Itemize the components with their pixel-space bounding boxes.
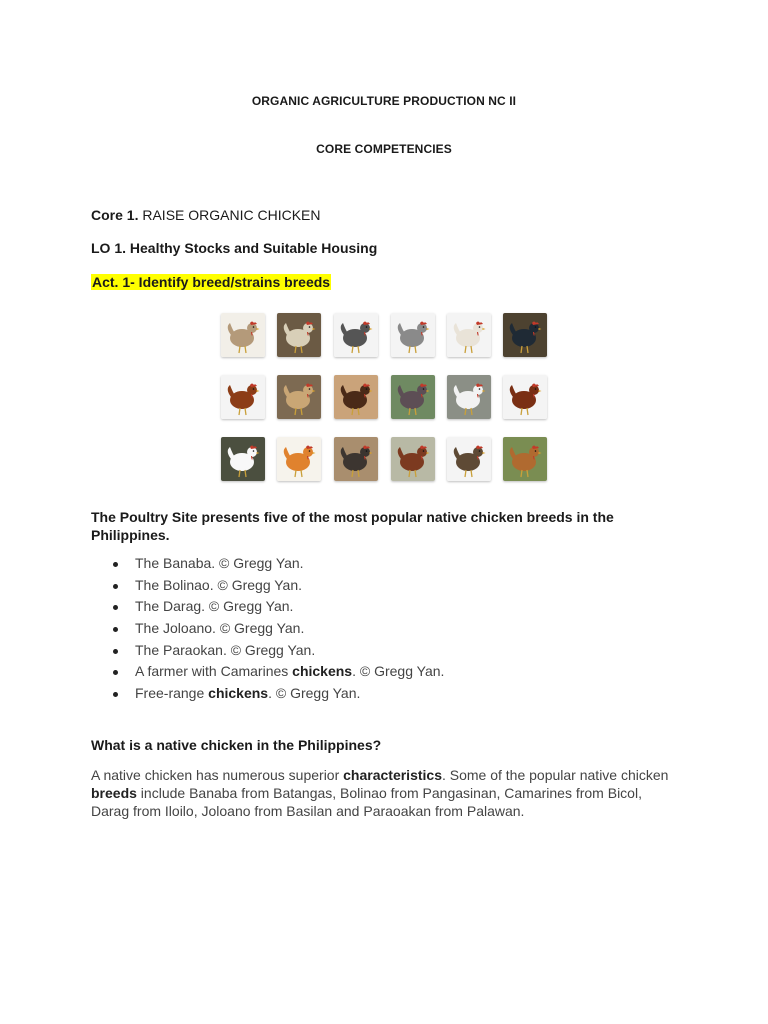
para-bold-breeds: breeds <box>91 785 137 801</box>
para-bold-characteristics: characteristics <box>343 767 442 783</box>
core-prefix: Core 1. <box>91 207 143 223</box>
chicken-photo <box>447 375 491 419</box>
native-chicken-paragraph <box>91 766 671 820</box>
document-title: ORGANIC AGRICULTURE PRODUCTION NC II <box>251 94 517 108</box>
question-heading: What is a native chicken in the Philippines? <box>91 737 382 753</box>
chicken-photo <box>221 375 265 419</box>
chicken-photo <box>277 375 321 419</box>
breed-bullet-list <box>113 553 444 705</box>
chicken-photo <box>391 437 435 481</box>
core-text: RAISE ORGANIC CHICKEN <box>142 207 321 223</box>
intro-text: The Poultry Site presents five of the most popular native chicken breeds in the Philippines. <box>91 509 614 543</box>
chicken-photo <box>221 313 265 357</box>
chicken-photo <box>221 437 265 481</box>
breed-bullet-item: The Bolinao. © Gregg Yan. <box>113 575 444 597</box>
breed-bullet-item: The Darag. © Gregg Yan. <box>113 596 444 618</box>
core-heading <box>91 207 321 223</box>
chicken-photo <box>503 313 547 357</box>
chicken-photo <box>334 437 378 481</box>
chicken-breed-gallery <box>221 313 551 488</box>
breed-bullet-item: Free-range chickens. © Gregg Yan. <box>113 683 444 705</box>
para-text-1: A native chicken has numerous superior <box>91 767 344 783</box>
chicken-photo <box>334 313 378 357</box>
breed-bullet-item: The Paraokan. © Gregg Yan. <box>113 640 444 662</box>
lo-heading: LO 1. Healthy Stocks and Suitable Housing <box>91 240 378 256</box>
para-text-2: . Some of the popular native chicken <box>441 767 669 783</box>
chicken-photo <box>503 375 547 419</box>
document-subtitle: CORE COMPETENCIES <box>316 142 452 156</box>
breed-bullet-item: The Banaba. © Gregg Yan. <box>113 553 444 575</box>
chicken-photo <box>277 313 321 357</box>
chicken-photo <box>447 313 491 357</box>
chicken-photo <box>391 375 435 419</box>
para-text-3: include Banaba from Batangas, Bolinao from Pangasinan, Camarines from Bicol, Darag from Iloilo, Joloano from Basilan and Paraoakan from Palawan. <box>91 785 642 819</box>
chicken-photo <box>277 437 321 481</box>
activity-highlight: Act. 1- Identify breed/strains breeds <box>92 274 331 290</box>
breed-bullet-item: A farmer with Camarines chickens. © Gregg Yan. <box>113 661 444 683</box>
activity-heading <box>91 274 331 290</box>
chicken-photo <box>334 375 378 419</box>
chicken-photo <box>447 437 491 481</box>
breed-bullet-item: The Joloano. © Gregg Yan. <box>113 618 444 640</box>
chicken-photo <box>391 313 435 357</box>
chicken-photo <box>503 437 547 481</box>
